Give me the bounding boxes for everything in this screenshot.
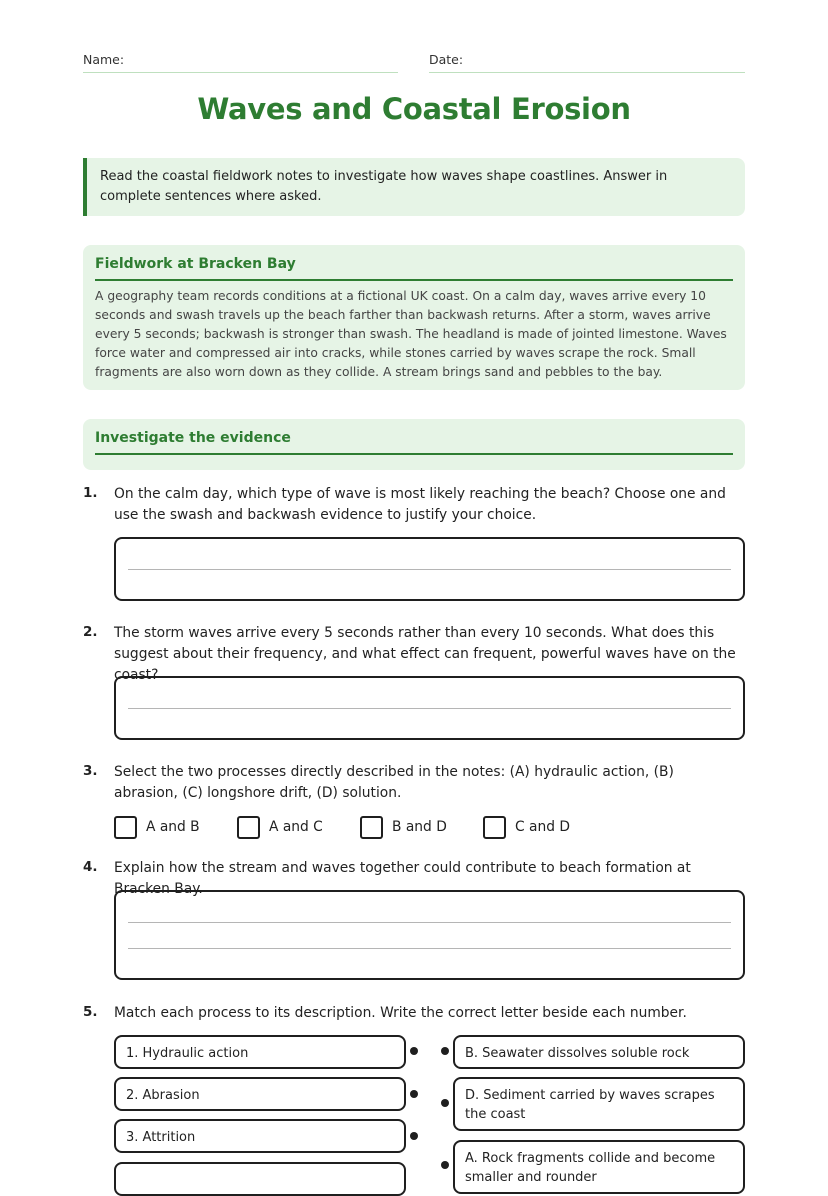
investigate-panel: [83, 419, 745, 470]
match-left-item: 2. Abrasion: [114, 1077, 406, 1111]
fieldwork-panel: [83, 245, 745, 390]
question-5-number: 5.: [83, 1004, 98, 1020]
question-3-text: Select the two processes directly described in the notes: (A) hydraulic action, (B) abrasion, (C) longshore drift, (D) solution.: [114, 764, 674, 801]
answer-line: [128, 569, 731, 570]
date-label: Date:: [429, 52, 464, 67]
question-4-number: 4.: [83, 859, 98, 875]
checkbox[interactable]: [237, 816, 260, 839]
question-4-answer-box[interactable]: [114, 890, 745, 980]
question-5-text: Match each process to its description. Write the correct letter beside each number.: [114, 1005, 687, 1021]
match-right-item: D. Sediment carried by waves scrapes the coast: [453, 1077, 745, 1131]
match-connector-dot[interactable]: [441, 1047, 449, 1055]
answer-line: [128, 708, 731, 709]
checkbox[interactable]: [114, 816, 137, 839]
match-connector-dot[interactable]: [441, 1161, 449, 1169]
question-1-text: On the calm day, which type of wave is most likely reaching the beach? Choose one and use the swash and backwash evidence to justify your choice.: [114, 486, 726, 523]
intro-callout: [83, 158, 745, 216]
fieldwork-text: A geography team records conditions at a fictional UK coast. On a calm day, waves arrive every 10 seconds and swash travels up the beach farther than backwash returns. After a storm, waves arrive every 5 seconds; backwash is stronger than swash. The headland is made of jointed limestone. Waves force water and compressed air into cracks, while stones carried by waves scrape the rock. Small fragments are also worn down as they collide. A stream brings sand and pebbles to the bay.: [95, 289, 727, 379]
question-2-answer-box[interactable]: [114, 676, 745, 740]
investigate-heading: Investigate the evidence: [95, 430, 733, 455]
page-title: Waves and Coastal Erosion: [197, 92, 631, 126]
option-b-and-d[interactable]: B and D: [360, 815, 447, 839]
match-right-item: B. Seawater dissolves soluble rock: [453, 1035, 745, 1069]
match-left-item: [114, 1162, 406, 1196]
fieldwork-heading: Fieldwork at Bracken Bay: [95, 256, 733, 281]
answer-line: [128, 922, 731, 923]
name-field[interactable]: [83, 72, 398, 73]
match-connector-dot[interactable]: [441, 1099, 449, 1107]
match-connector-dot[interactable]: [410, 1047, 418, 1055]
name-label: Name:: [83, 52, 125, 67]
answer-line: [128, 948, 731, 949]
question-1-answer-box[interactable]: [114, 537, 745, 601]
question-3-number: 3.: [83, 763, 98, 779]
question-2-text: The storm waves arrive every 5 seconds rather than every 10 seconds. What does this suggest about their frequency, and what effect can frequent, powerful waves have on the coast?: [114, 625, 736, 683]
match-right-item: A. Rock fragments collide and become smaller and rounder: [453, 1140, 745, 1194]
checkbox[interactable]: [483, 816, 506, 839]
match-left-item: 1. Hydraulic action: [114, 1035, 406, 1069]
option-a-and-b[interactable]: A and B: [114, 815, 200, 839]
match-connector-dot[interactable]: [410, 1132, 418, 1140]
match-left-item: 3. Attrition: [114, 1119, 406, 1153]
checkbox[interactable]: [360, 816, 383, 839]
date-field[interactable]: [429, 72, 745, 73]
question-4-text: Explain how the stream and waves together could contribute to beach formation at Bracken Bay.: [114, 860, 691, 897]
intro-text: Read the coastal fieldwork notes to investigate how waves shape coastlines. Answer in complete sentences where asked.: [100, 169, 668, 204]
option-a-and-c[interactable]: A and C: [237, 815, 323, 839]
option-c-and-d[interactable]: C and D: [483, 815, 570, 839]
match-connector-dot[interactable]: [410, 1090, 418, 1098]
question-2-number: 2.: [83, 624, 98, 640]
question-1-number: 1.: [83, 485, 98, 501]
